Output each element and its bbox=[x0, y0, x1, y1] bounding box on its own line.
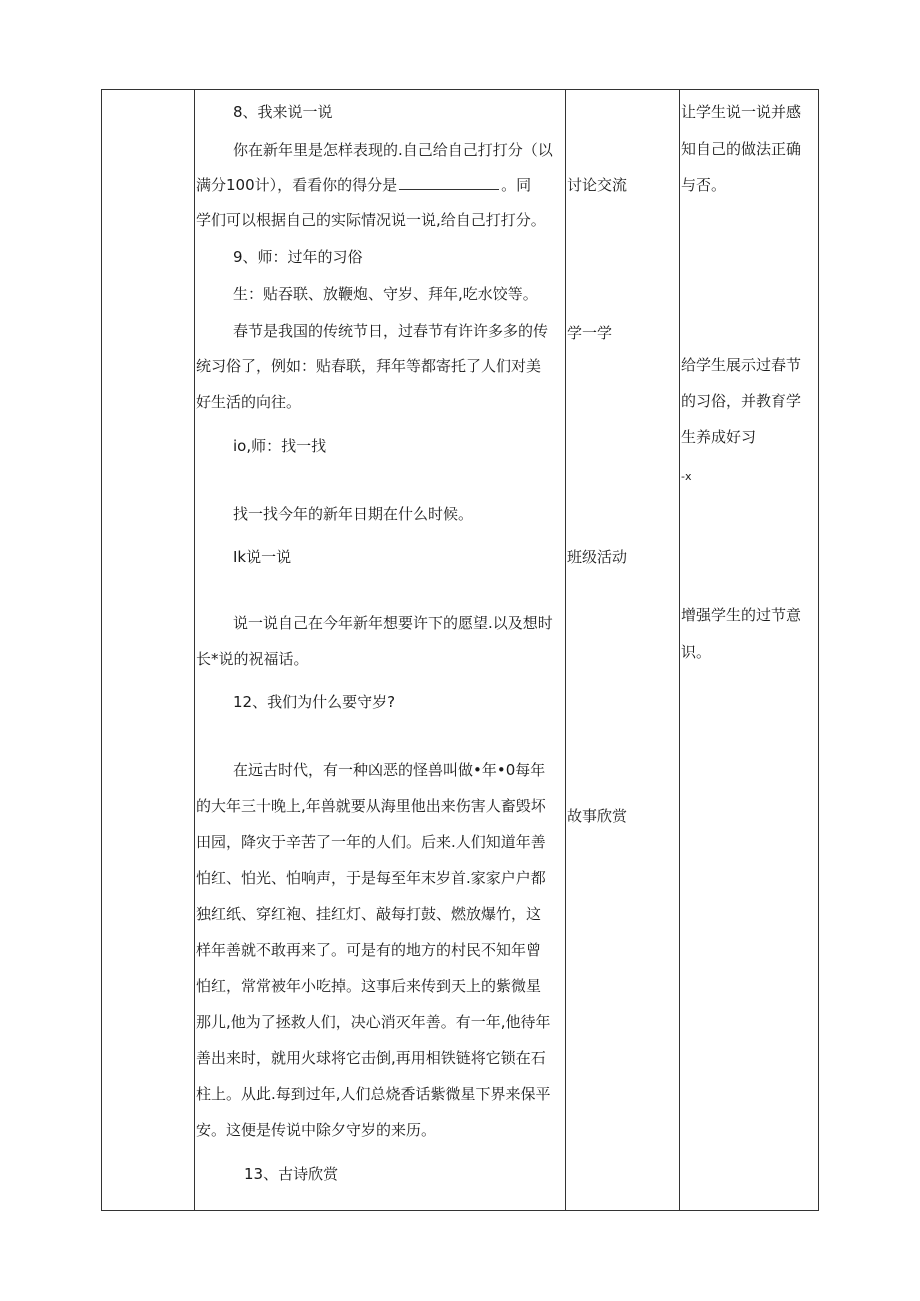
section-12-line: 在远古时代，有一种凶恶的怪兽叫做•年•0每年 bbox=[233, 761, 546, 779]
intent-line: 让学生说一说并感 bbox=[681, 103, 802, 121]
section-8-text: 。同 bbox=[501, 176, 532, 194]
section-9-line: 好生活的向往。 bbox=[196, 393, 302, 411]
intent-line: -x bbox=[681, 470, 692, 483]
score-blank bbox=[399, 175, 499, 190]
section-10-line: 找一找今年的新年日期在什么时候。 bbox=[233, 505, 474, 523]
section-10-title: io,师：找一找 bbox=[233, 437, 327, 455]
section-12-line: 独红纸、穿红袍、挂红灯、敲每打鼓、燃放爆竹，这 bbox=[196, 905, 542, 923]
intent-line: 生养成好习 bbox=[681, 428, 757, 446]
section-8-line: 你在新年里是怎样表现的.自己给自己打打分（以 bbox=[233, 141, 553, 159]
activity-story: 故事欣赏 bbox=[567, 807, 628, 825]
table-right-border bbox=[818, 89, 819, 1211]
activity-class: 班级活动 bbox=[567, 548, 628, 566]
intent-line: 识。 bbox=[681, 643, 712, 661]
intent-line: 知自己的做法正确 bbox=[681, 140, 802, 158]
activity-learn: 学一学 bbox=[567, 324, 613, 342]
section-11-title: Ik说一说 bbox=[233, 548, 292, 566]
intent-line: 的习俗，并教育学 bbox=[681, 392, 802, 410]
section-12-line: 怕红、怕光、怕响声，于是每至年末岁首.家家户户都 bbox=[196, 869, 546, 887]
section-12-line: 怕红，常常被年小吃掉。这事后来传到天上的紫微星 bbox=[196, 977, 542, 995]
section-12-title: 12、我们为什么要守岁? bbox=[233, 693, 396, 711]
section-9-line: 春节是我国的传统节日，过春节有许许多多的传 bbox=[233, 322, 549, 340]
section-11-line: 说一说自己在今年新年想要许下的愿望.以及想时 bbox=[233, 614, 553, 632]
intent-line: 与否。 bbox=[681, 176, 727, 194]
section-8-line bbox=[196, 174, 531, 196]
column-divider-1 bbox=[194, 89, 195, 1211]
table-bottom-border bbox=[101, 1210, 819, 1211]
section-9-line: 生：贴吞联、放鞭炮、守岁、拜年,吃水饺等。 bbox=[233, 285, 538, 303]
section-12-line: 田园，降灾于辛苦了一年的人们。后来.人们知道年善 bbox=[196, 833, 546, 851]
section-12-line: 安。这便是传说中除夕守岁的来历。 bbox=[196, 1121, 437, 1139]
section-12-line: 样年善就不敢再来了。可是有的地方的村民不知年曾 bbox=[196, 941, 542, 959]
section-9-line: 统习俗了，例如：贴春联，拜年等都寄托了人们对美 bbox=[196, 357, 542, 375]
table-top-border bbox=[101, 89, 819, 90]
section-9-title: 9、师：过年的习俗 bbox=[233, 248, 363, 266]
section-8-line: 学们可以根据自己的实际情况说一说,给自己打打分。 bbox=[196, 211, 546, 229]
section-12-line: 的大年三十晚上,年兽就要从海里他出来伤害人畜毁坏 bbox=[196, 797, 546, 815]
section-11-line: 长*说的祝福话。 bbox=[196, 650, 309, 668]
column-divider-3 bbox=[679, 89, 680, 1211]
section-12-line: 那儿,他为了拯救人们，决心消灭年善。有一年,他待年 bbox=[196, 1013, 551, 1031]
section-12-line: 善出来时，就用火球将它击倒,再用相铁链将它锁在石 bbox=[196, 1049, 546, 1067]
section-8-title: 8、我来说一说 bbox=[233, 103, 333, 121]
table-left-border bbox=[101, 89, 102, 1211]
section-12-line: 柱上。从此.每到过年,人们总烧香话紫微星下界来保平 bbox=[196, 1085, 551, 1103]
column-divider-2 bbox=[565, 89, 566, 1211]
intent-line: 增强学生的过节意 bbox=[681, 606, 802, 624]
activity-discussion: 讨论交流 bbox=[567, 176, 628, 194]
section-13-title: 13、古诗欣赏 bbox=[244, 1165, 339, 1183]
intent-line: 给学生展示过春节 bbox=[681, 356, 802, 374]
section-8-text: 满分100计），看看你的得分是 bbox=[196, 176, 398, 194]
